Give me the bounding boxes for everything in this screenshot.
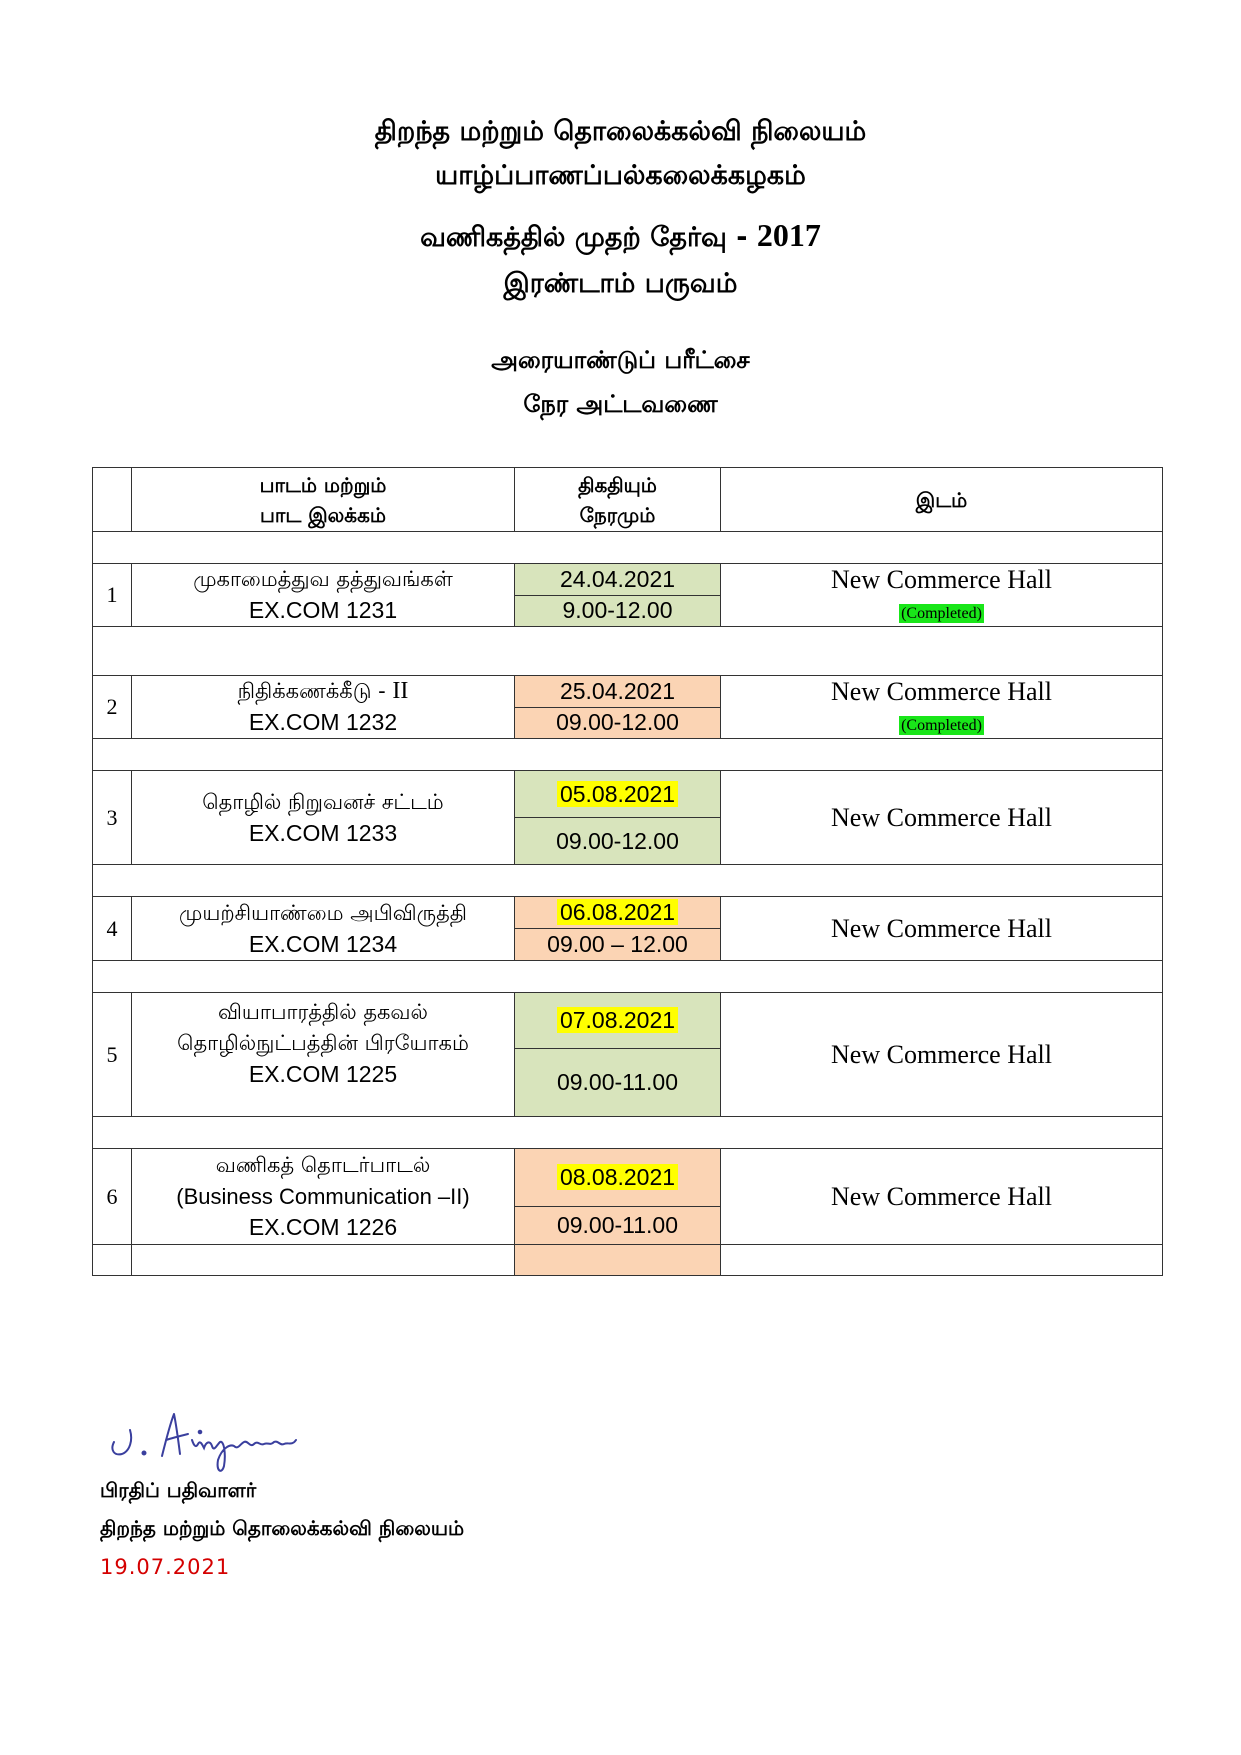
subject-code: EX.COM 1232 — [248, 709, 398, 735]
subject-code: EX.COM 1233 — [248, 819, 398, 846]
venue-name: New Commerce Hall — [721, 1149, 1163, 1245]
subject-name: முயற்சியாண்மை அபிவிருத்தி — [179, 900, 467, 925]
exam-date: 24.04.2021 — [515, 564, 721, 596]
subject-name-line2: தொழில்நுட்பத்தின் பிரயோகம் — [177, 1031, 469, 1055]
timetable-title: நேர அட்டவணை — [523, 390, 718, 418]
subject-code: EX.COM 1234 — [248, 930, 398, 957]
venue-name: New Commerce Hall — [721, 771, 1163, 865]
completed-badge: (Completed) — [901, 717, 982, 734]
exam-year: 2017 — [756, 217, 821, 253]
exam-time: 09.00-11.00 — [515, 1207, 721, 1245]
venue-name: New Commerce Hall — [721, 993, 1163, 1117]
exam-date: 25.04.2021 — [515, 676, 721, 708]
exam-timetable — [92, 467, 1163, 1276]
subject-name: வணிகத் தொடர்பாடல் — [215, 1153, 431, 1177]
signer-office: திறந்த மற்றும் தொலைக்கல்வி நிலையம் — [100, 1516, 465, 1540]
subject-cell — [132, 564, 515, 627]
exam-title-text: வணிகத்தில் முதற் தேர்வு - — [420, 222, 748, 253]
row-number: 2 — [93, 676, 132, 739]
timetable-header — [0, 338, 1241, 426]
exam-time: 09.00-12.00 — [515, 707, 721, 739]
header-subject-cell — [132, 468, 515, 532]
subject-name-suffix: II — [392, 678, 409, 704]
subject-name-english: (Business Communication –II) — [176, 1184, 470, 1209]
header-subject-line1: பாடம் மற்றும் — [259, 472, 387, 497]
venue-name: New Commerce Hall — [831, 677, 1052, 706]
header-datetime-line2: நேரமும் — [579, 502, 656, 527]
signer-title: பிரதிப் பதிவாளர் — [100, 1478, 257, 1502]
spacer-row — [93, 865, 1163, 897]
subject-cell — [132, 1149, 515, 1245]
table-row — [93, 897, 1163, 929]
subject-code: EX.COM 1226 — [248, 1214, 398, 1240]
exam-date-cell — [515, 897, 721, 929]
venue-cell — [721, 676, 1163, 739]
subject-name-line — [132, 676, 514, 707]
exam-header — [0, 212, 1241, 307]
subject-code: EX.COM 1225 — [248, 1061, 398, 1087]
venue-cell — [721, 564, 1163, 627]
university-name: யாழ்ப்பாணப்பல்கலைக்கழகம் — [435, 160, 806, 191]
row-number: 4 — [93, 897, 132, 961]
exam-date: 05.08.2021 — [557, 781, 678, 807]
exam-time: 09.00-11.00 — [515, 1049, 721, 1117]
exam-type: அரையாண்டுப் பரீட்சை — [491, 346, 750, 374]
subject-name: தொழில் நிறுவனச் சட்டம் — [202, 789, 444, 814]
header-datetime-line1: திகதியும் — [578, 472, 657, 497]
table-header-row — [93, 468, 1163, 532]
exam-time: 9.00-12.00 — [515, 595, 721, 627]
row-number: 3 — [93, 771, 132, 865]
header-venue-cell: இடம் — [721, 468, 1163, 532]
spacer-row — [93, 739, 1163, 771]
exam-date: 07.08.2021 — [557, 1007, 678, 1033]
subject-cell — [132, 993, 515, 1117]
header-number-cell — [93, 468, 132, 532]
spacer-row — [93, 532, 1163, 564]
exam-date-cell — [515, 993, 721, 1049]
venue-name: New Commerce Hall — [831, 565, 1052, 594]
exam-date-cell — [515, 1149, 721, 1207]
exam-title — [0, 212, 1241, 261]
exam-time: 09.00 – 12.00 — [515, 929, 721, 961]
row-number: 1 — [93, 564, 132, 627]
subject-name: முகாமைத்துவ தத்துவங்கள் — [193, 567, 453, 591]
exam-date: 06.08.2021 — [557, 899, 678, 925]
table-row — [93, 993, 1163, 1049]
exam-time: 09.00-12.00 — [515, 818, 721, 865]
empty-row — [93, 1245, 1163, 1276]
subject-code: EX.COM 1231 — [248, 597, 398, 623]
header-subject-line2: பாட இலக்கம் — [260, 502, 386, 527]
subject-cell — [132, 897, 515, 961]
subject-cell — [132, 676, 515, 739]
subject-cell — [132, 771, 515, 865]
subject-name: வியாபாரத்தில் தகவல் — [218, 1000, 428, 1024]
institution-name: திறந்த மற்றும் தொலைக்கல்வி நிலையம் — [374, 116, 867, 147]
exam-date-cell — [515, 771, 721, 818]
table-row — [93, 1149, 1163, 1207]
spacer-row — [93, 1117, 1163, 1149]
spacer-row — [93, 627, 1163, 676]
venue-name: New Commerce Hall — [721, 897, 1163, 961]
institution-header — [0, 110, 1241, 198]
completed-badge: (Completed) — [901, 605, 982, 622]
spacer-row — [93, 961, 1163, 993]
signature — [100, 1400, 340, 1484]
subject-name: நிதிக்கணக்கீடு - — [237, 679, 386, 703]
row-number: 5 — [93, 993, 132, 1117]
table-row — [93, 676, 1163, 708]
header-datetime-cell — [515, 468, 721, 532]
table-row — [93, 771, 1163, 818]
handwritten-signature-icon — [100, 1400, 340, 1480]
exam-date: 08.08.2021 — [557, 1164, 678, 1190]
issue-date: 19.07.2021 — [100, 1555, 231, 1579]
semester-title: இரண்டாம் பருவம் — [503, 268, 738, 299]
row-number: 6 — [93, 1149, 132, 1245]
table-row — [93, 564, 1163, 596]
